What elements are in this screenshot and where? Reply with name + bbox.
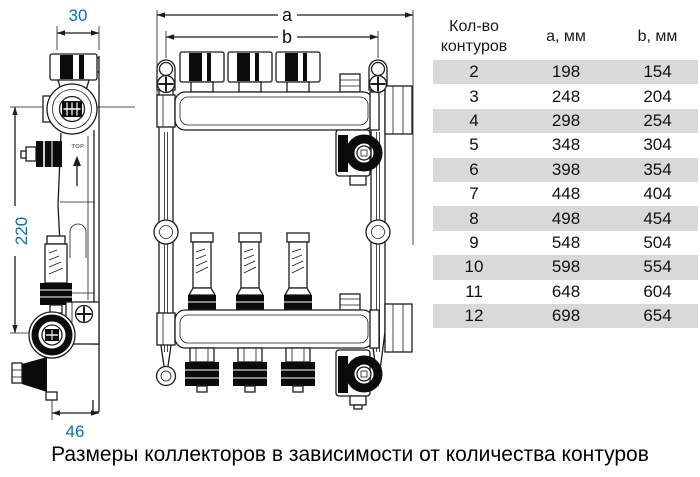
dim-220-label: 220 — [12, 216, 31, 246]
table-row — [433, 182, 698, 206]
dim-46-label: 46 — [65, 422, 85, 441]
cell-b: 454 — [643, 208, 672, 228]
cell-b: 554 — [643, 257, 672, 277]
air-vent-bottom — [340, 294, 360, 310]
table-row — [433, 206, 698, 230]
table-row — [433, 158, 698, 182]
dimension-220 — [10, 107, 135, 333]
table-row — [433, 133, 698, 157]
cell-circuits: 8 — [469, 208, 479, 228]
top-port — [43, 84, 97, 134]
dim-30-label: 30 — [68, 6, 88, 25]
cell-circuits: 12 — [464, 306, 484, 326]
cell-a: 498 — [551, 208, 581, 228]
cell-circuits: 4 — [469, 110, 479, 130]
dimension-46 — [52, 400, 99, 441]
dim-b-label: b — [281, 27, 293, 47]
table-row — [433, 231, 698, 255]
cell-a: 248 — [551, 86, 581, 106]
cell-b: 504 — [643, 232, 672, 252]
drain-valve-side — [12, 357, 57, 400]
drain-valve — [336, 350, 378, 409]
cell-b: 254 — [643, 110, 672, 130]
manifold-bar-top — [157, 86, 412, 134]
cell-b: 304 — [643, 135, 672, 155]
dimensions-table — [433, 13, 698, 328]
cell-a: 598 — [551, 257, 581, 277]
cell-circuits: 5 — [469, 135, 479, 155]
header-a: a, мм — [546, 27, 586, 45]
table-body — [433, 60, 698, 328]
cell-b: 354 — [643, 159, 672, 179]
caption: Размеры коллекторов в зависимости от количества контуров — [51, 443, 649, 466]
table-row — [433, 304, 698, 328]
cell-a: 698 — [551, 306, 581, 326]
dim-a-label: a — [281, 5, 293, 25]
cell-a: 398 — [551, 159, 581, 179]
air-vent-top — [340, 74, 360, 92]
table-row — [433, 255, 698, 279]
flow-meters — [188, 233, 312, 310]
valve-caps — [180, 52, 320, 92]
header-b: b, мм — [637, 27, 678, 45]
manifold-side-view-drawing — [0, 0, 150, 445]
table-header — [433, 13, 698, 60]
cell-b: 154 — [643, 62, 672, 82]
cell-a: 298 — [551, 110, 581, 130]
cell-circuits: 2 — [469, 62, 479, 82]
cell-a: 198 — [551, 62, 581, 82]
table-row — [433, 109, 698, 133]
cell-circuits: 7 — [469, 184, 479, 204]
manifold-bar-bottom — [157, 304, 412, 352]
table-row — [433, 84, 698, 108]
manifold-front-view-drawing — [140, 0, 435, 445]
bottom-port — [29, 312, 75, 358]
table-row — [433, 60, 698, 84]
cell-circuits: 11 — [465, 281, 483, 301]
cell-circuits: 6 — [469, 159, 479, 179]
cell-a: 348 — [551, 135, 581, 155]
dimension-30 — [57, 6, 99, 50]
cell-circuits: 9 — [469, 232, 479, 252]
cell-a: 548 — [551, 232, 581, 252]
cell-b: 654 — [643, 306, 672, 326]
cell-circuits: 10 — [464, 257, 484, 277]
supply-valve — [336, 130, 378, 185]
cell-b: 604 — [643, 281, 672, 301]
cell-a: 448 — [551, 184, 581, 204]
top-marking-label: TOP — [71, 144, 85, 150]
connection-nuts — [185, 348, 315, 392]
header-circuits: Кол-во контуров — [440, 17, 508, 55]
table-row — [433, 280, 698, 304]
cell-a: 648 — [551, 281, 581, 301]
cell-circuits: 3 — [469, 86, 479, 106]
cell-b: 404 — [643, 184, 672, 204]
air-vent-valve-side — [21, 141, 62, 167]
cell-b: 204 — [643, 86, 672, 106]
